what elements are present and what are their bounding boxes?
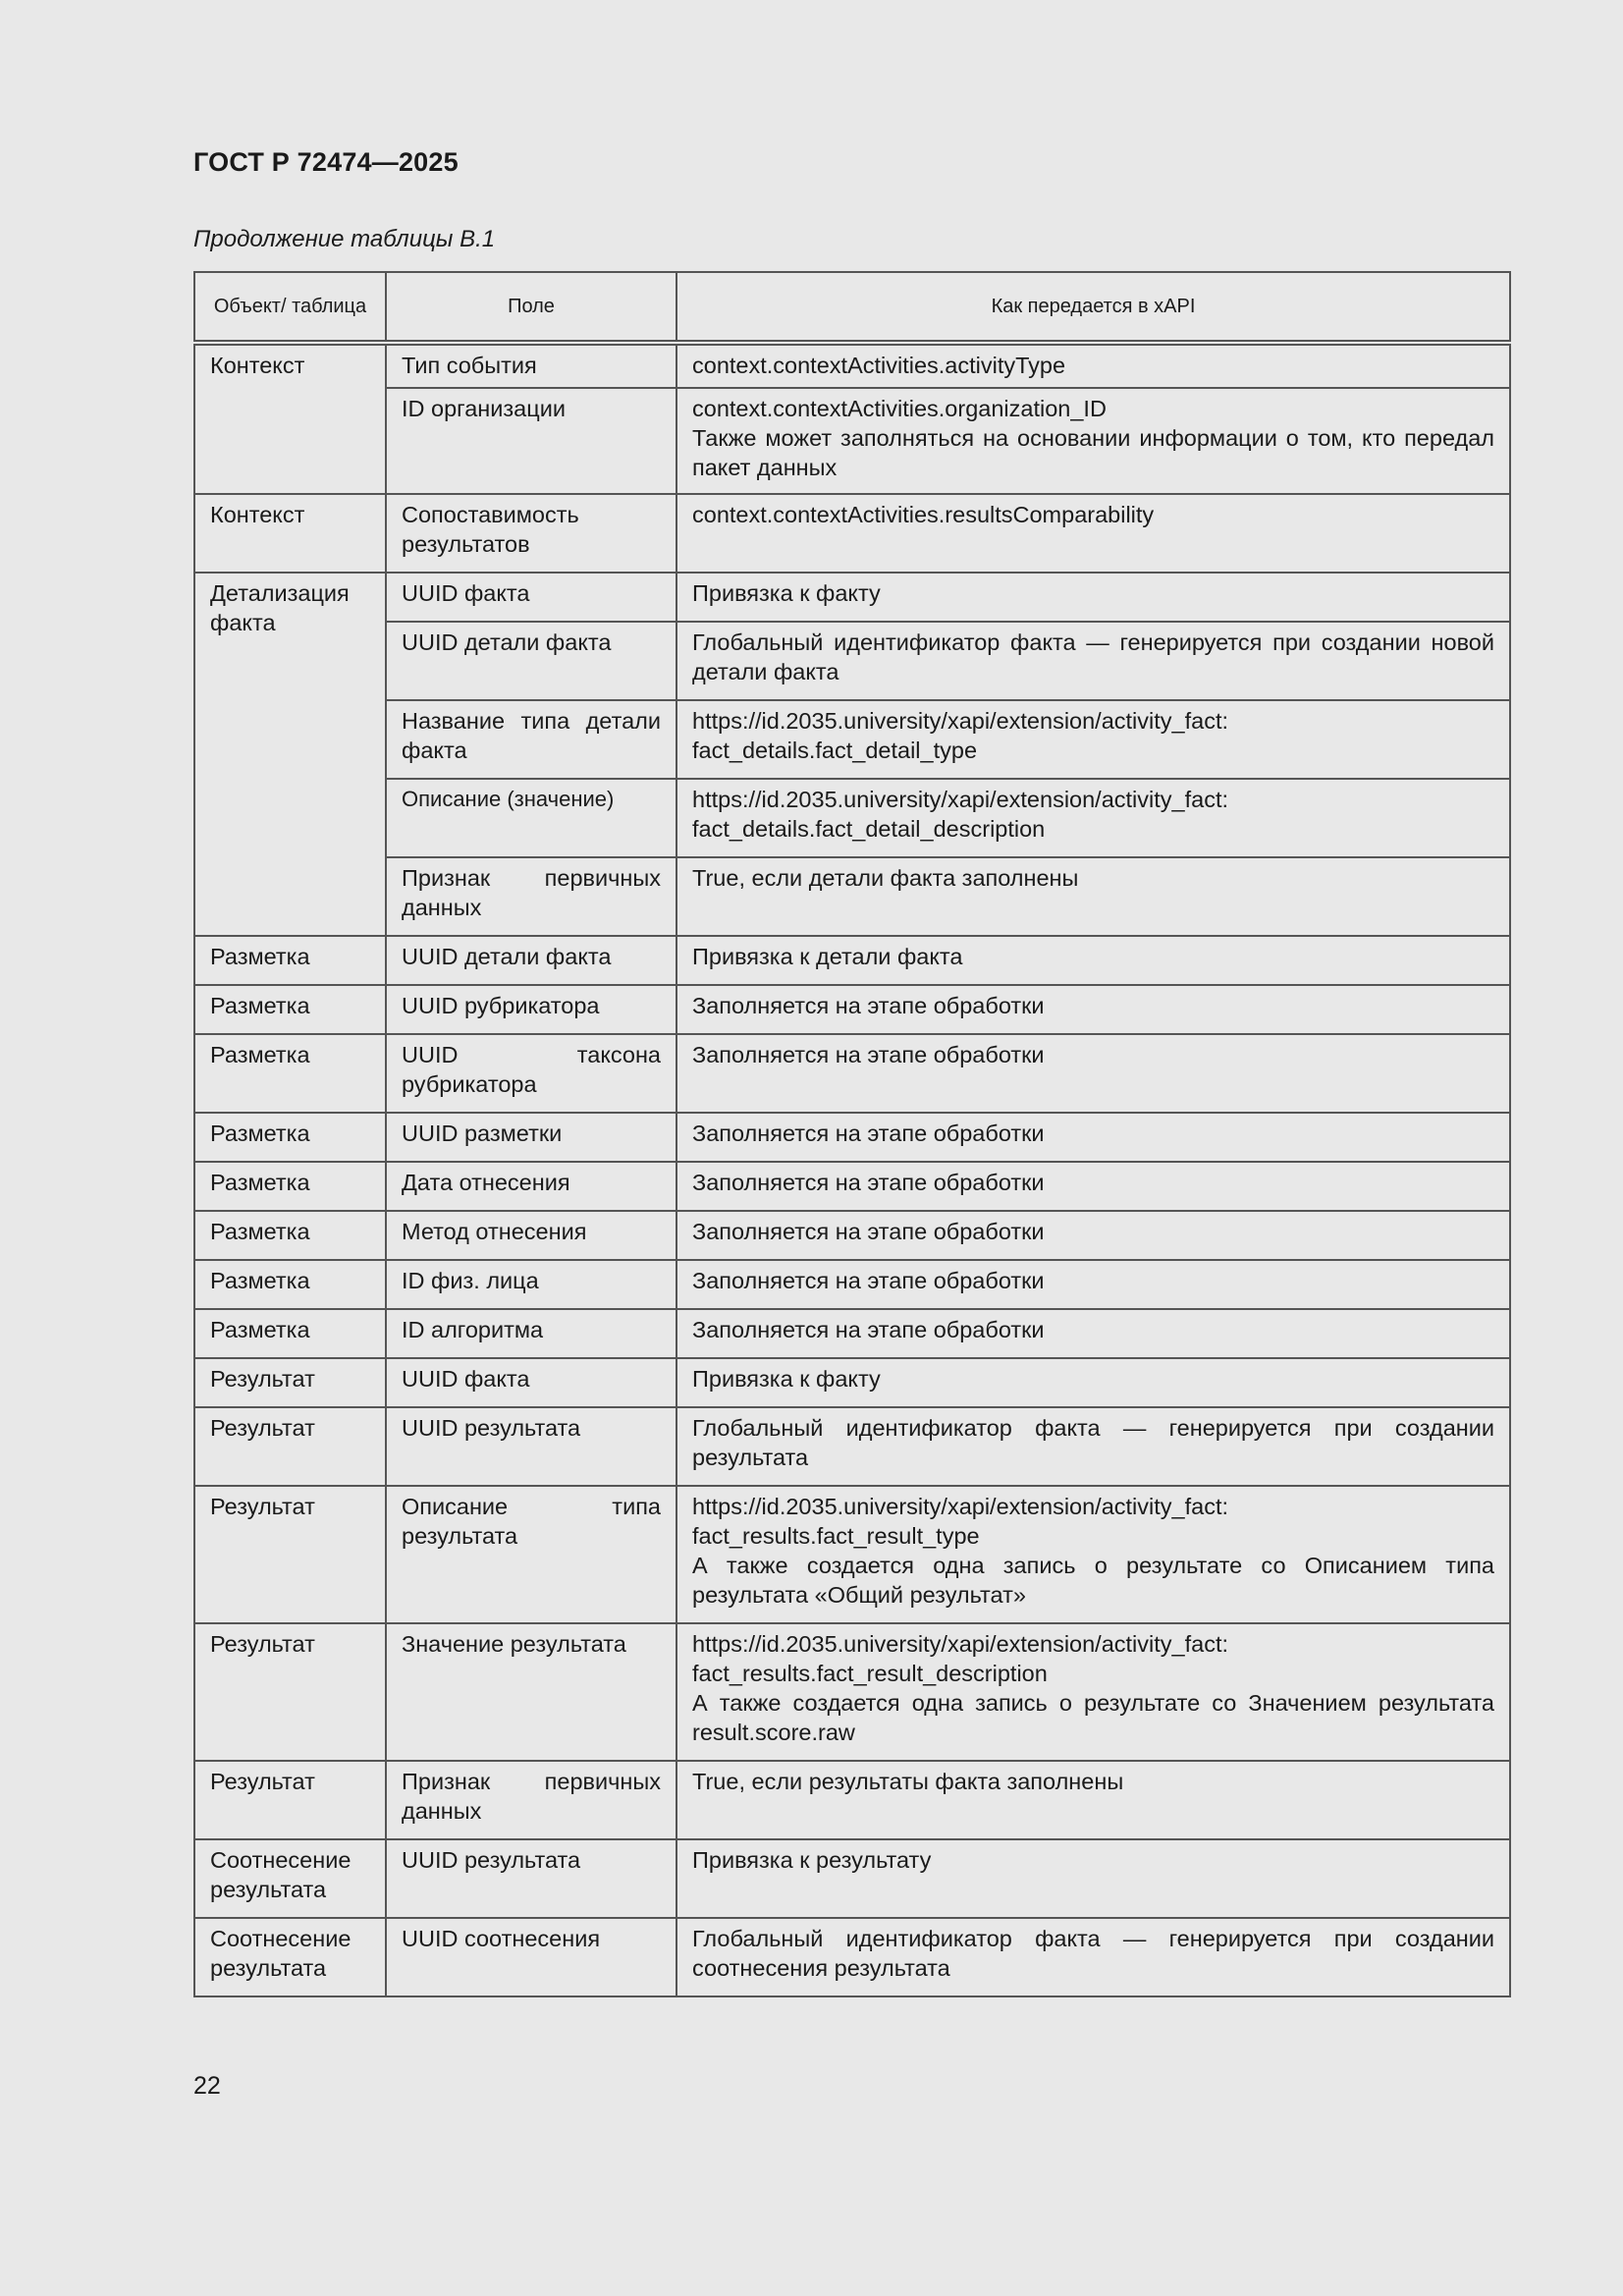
table-row bbox=[194, 700, 1510, 779]
field-cell: UUID таксона рубрикатора bbox=[386, 1034, 676, 1113]
field-cell: Название типа детали факта bbox=[386, 700, 676, 779]
transfer-line: True, если детали факта заполнены bbox=[692, 865, 1079, 891]
table-row bbox=[194, 1358, 1510, 1407]
transfer-cell bbox=[676, 1162, 1510, 1211]
field-cell: UUID результата bbox=[386, 1407, 676, 1486]
transfer-cell bbox=[676, 1486, 1510, 1623]
transfer-line: Заполняется на этапе обработки bbox=[692, 1170, 1045, 1195]
field-cell: UUID факта bbox=[386, 1358, 676, 1407]
transfer-line: fact_results.fact_result_description bbox=[692, 1661, 1048, 1686]
object-cell: Разметка bbox=[194, 1034, 386, 1113]
table-row bbox=[194, 1162, 1510, 1211]
transfer-line: fact_results.fact_result_type bbox=[692, 1523, 980, 1549]
transfer-line: Заполняется на этапе обработки bbox=[692, 1268, 1045, 1293]
transfer-line: А также создается одна запись о результате со Описанием типа результата «Общий результат» bbox=[692, 1553, 1494, 1608]
transfer-cell bbox=[676, 936, 1510, 985]
transfer-cell bbox=[676, 857, 1510, 936]
field-cell: Сопоставимость результатов bbox=[386, 494, 676, 573]
header-object: Объект/ таблица bbox=[194, 272, 386, 343]
transfer-cell bbox=[676, 1407, 1510, 1486]
table-row bbox=[194, 388, 1510, 494]
transfer-line: А также создается одна запись о результате со Значением результата result.score.raw bbox=[692, 1690, 1494, 1745]
object-cell: Результат bbox=[194, 1486, 386, 1623]
table-header-row bbox=[194, 272, 1510, 343]
transfer-line: Привязка к результату bbox=[692, 1847, 932, 1873]
object-cell: Результат bbox=[194, 1407, 386, 1486]
transfer-cell bbox=[676, 1761, 1510, 1839]
transfer-line: Заполняется на этапе обработки bbox=[692, 1317, 1045, 1342]
object-cell: Детализация факта bbox=[194, 573, 386, 936]
transfer-line: Заполняется на этапе обработки bbox=[692, 993, 1045, 1018]
table-row bbox=[194, 1623, 1510, 1761]
field-cell: Дата отнесения bbox=[386, 1162, 676, 1211]
table-row bbox=[194, 343, 1510, 388]
field-cell: Описание типа результата bbox=[386, 1486, 676, 1623]
table-row bbox=[194, 494, 1510, 573]
object-cell: Разметка bbox=[194, 1162, 386, 1211]
field-cell: ID организации bbox=[386, 388, 676, 494]
field-cell: UUID детали факта bbox=[386, 622, 676, 700]
transfer-line: Глобальный идентификатор факта — генерируется при создании соотнесения результата bbox=[692, 1926, 1494, 1981]
transfer-cell bbox=[676, 494, 1510, 573]
table-row bbox=[194, 1486, 1510, 1623]
table-row bbox=[194, 1113, 1510, 1162]
object-cell: Результат bbox=[194, 1358, 386, 1407]
xapi-mapping-table bbox=[193, 271, 1511, 1997]
field-cell: Признак первичных данных bbox=[386, 857, 676, 936]
transfer-cell bbox=[676, 1623, 1510, 1761]
object-cell: Разметка bbox=[194, 985, 386, 1034]
object-cell: Контекст bbox=[194, 494, 386, 573]
field-cell: UUID соотнесения bbox=[386, 1918, 676, 1996]
object-cell: Разметка bbox=[194, 1309, 386, 1358]
object-cell: Разметка bbox=[194, 1260, 386, 1309]
transfer-cell bbox=[676, 1034, 1510, 1113]
page-number: 22 bbox=[193, 2072, 221, 2100]
transfer-line: Также может заполняться на основании информации о том, кто передал пакет данных bbox=[692, 425, 1494, 480]
object-cell: Разметка bbox=[194, 1211, 386, 1260]
transfer-line: True, если результаты факта заполнены bbox=[692, 1769, 1124, 1794]
transfer-cell bbox=[676, 1358, 1510, 1407]
field-cell: Значение результата bbox=[386, 1623, 676, 1761]
table-row bbox=[194, 1407, 1510, 1486]
object-cell: Контекст bbox=[194, 343, 386, 494]
field-cell: ID алгоритма bbox=[386, 1309, 676, 1358]
transfer-line: Привязка к факту bbox=[692, 580, 881, 606]
transfer-line: Привязка к детали факта bbox=[692, 944, 963, 969]
transfer-cell bbox=[676, 1839, 1510, 1918]
object-cell: Соотнесение результата bbox=[194, 1918, 386, 1996]
transfer-cell bbox=[676, 779, 1510, 857]
transfer-line: fact_details.fact_detail_description bbox=[692, 816, 1046, 842]
field-cell: Тип события bbox=[386, 343, 676, 388]
object-cell: Соотнесение результата bbox=[194, 1839, 386, 1918]
table-row bbox=[194, 779, 1510, 857]
transfer-line: context.contextActivities.organization_ID bbox=[692, 396, 1107, 421]
table-caption: Продолжение таблицы В.1 bbox=[193, 226, 496, 252]
transfer-line: Заполняется на этапе обработки bbox=[692, 1121, 1045, 1146]
table-row bbox=[194, 1918, 1510, 1996]
transfer-cell bbox=[676, 622, 1510, 700]
object-cell: Результат bbox=[194, 1761, 386, 1839]
table-row bbox=[194, 985, 1510, 1034]
transfer-line: Глобальный идентификатор факта — генерируется при создании новой детали факта bbox=[692, 629, 1494, 684]
field-cell: UUID рубрикатора bbox=[386, 985, 676, 1034]
transfer-line: Глобальный идентификатор факта — генерируется при создании результата bbox=[692, 1415, 1494, 1470]
table-row bbox=[194, 1034, 1510, 1113]
header-transfer: Как передается в xAPI bbox=[676, 272, 1510, 343]
transfer-cell bbox=[676, 985, 1510, 1034]
table-row bbox=[194, 573, 1510, 622]
table-row bbox=[194, 1309, 1510, 1358]
transfer-line: https://id.2035.university/xapi/extension/activity_fact: bbox=[692, 787, 1229, 812]
document-header: ГОСТ Р 72474—2025 bbox=[193, 147, 459, 177]
object-cell: Разметка bbox=[194, 1113, 386, 1162]
transfer-line: https://id.2035.university/xapi/extension/activity_fact: bbox=[692, 1494, 1229, 1519]
transfer-line: fact_details.fact_detail_type bbox=[692, 738, 978, 763]
transfer-line: Заполняется на этапе обработки bbox=[692, 1219, 1045, 1244]
transfer-line: context.contextActivities.activityType bbox=[692, 353, 1066, 378]
field-cell: UUID разметки bbox=[386, 1113, 676, 1162]
table-row bbox=[194, 1839, 1510, 1918]
field-cell: Признак первичных данных bbox=[386, 1761, 676, 1839]
transfer-cell bbox=[676, 1260, 1510, 1309]
object-cell: Разметка bbox=[194, 936, 386, 985]
transfer-line: Заполняется на этапе обработки bbox=[692, 1042, 1045, 1067]
transfer-cell bbox=[676, 388, 1510, 494]
transfer-cell bbox=[676, 700, 1510, 779]
field-cell: Описание (значение) bbox=[386, 779, 676, 857]
transfer-line: https://id.2035.university/xapi/extension/activity_fact: bbox=[692, 708, 1229, 734]
transfer-cell bbox=[676, 1211, 1510, 1260]
table-row bbox=[194, 936, 1510, 985]
field-cell: Метод отнесения bbox=[386, 1211, 676, 1260]
field-cell: UUID результата bbox=[386, 1839, 676, 1918]
field-cell: UUID детали факта bbox=[386, 936, 676, 985]
transfer-line: Привязка к факту bbox=[692, 1366, 881, 1392]
transfer-cell bbox=[676, 1918, 1510, 1996]
transfer-cell bbox=[676, 343, 1510, 388]
header-field: Поле bbox=[386, 272, 676, 343]
field-cell: UUID факта bbox=[386, 573, 676, 622]
object-cell: Результат bbox=[194, 1623, 386, 1761]
transfer-cell bbox=[676, 1309, 1510, 1358]
table-row bbox=[194, 1211, 1510, 1260]
transfer-line: context.contextActivities.resultsComparability bbox=[692, 502, 1155, 527]
field-cell: ID физ. лица bbox=[386, 1260, 676, 1309]
transfer-cell bbox=[676, 573, 1510, 622]
transfer-line: https://id.2035.university/xapi/extension/activity_fact: bbox=[692, 1631, 1229, 1657]
table-row bbox=[194, 1260, 1510, 1309]
table-row bbox=[194, 857, 1510, 936]
transfer-cell bbox=[676, 1113, 1510, 1162]
table-row bbox=[194, 1761, 1510, 1839]
table-row bbox=[194, 622, 1510, 700]
